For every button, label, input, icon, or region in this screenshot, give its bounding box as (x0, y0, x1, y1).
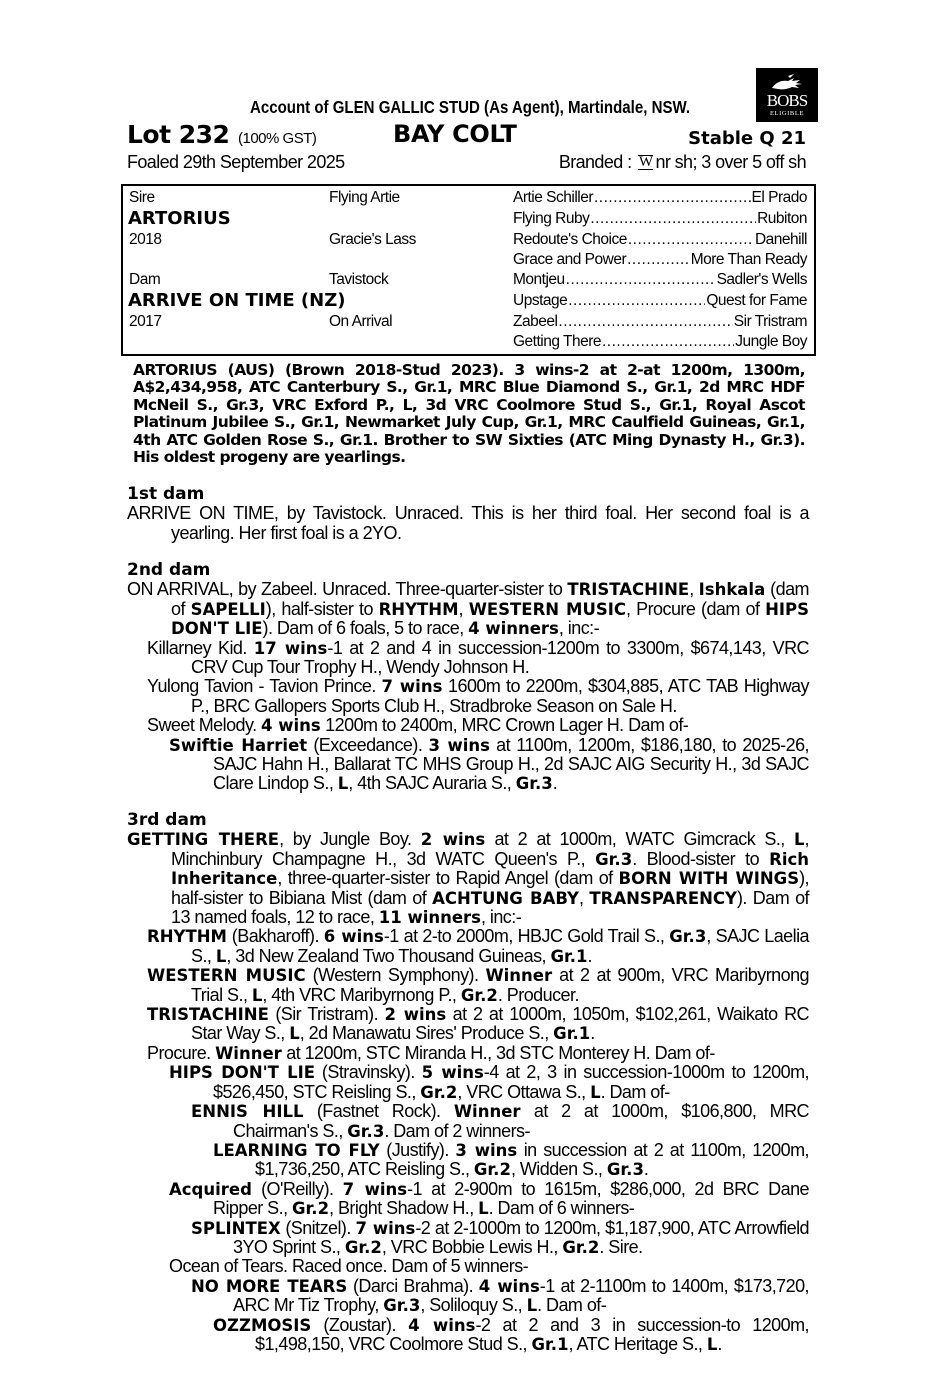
bold-highlight: Gr.2 (291, 1199, 330, 1219)
bold-highlight: 4 winners (468, 619, 559, 639)
progeny-entry (127, 966, 809, 1005)
bold-highlight: Rich Inheritance (171, 849, 809, 889)
bold-highlight: Winner (485, 966, 553, 986)
bold-highlight: 2 wins (384, 1005, 447, 1025)
bold-highlight: WESTERN MUSIC (468, 599, 627, 619)
text-run: ). Dam of 13 named foals, 12 to race, (171, 887, 809, 928)
gen3-name: Grace and Power (513, 251, 627, 268)
bold-highlight: Gr.1 (550, 946, 588, 966)
lot-number: Lot 232 (127, 120, 230, 149)
bold-highlight: L (251, 985, 263, 1005)
gen3-sire: Sir Tristram (733, 313, 807, 330)
bold-highlight: HIPS DON'T LIE (171, 599, 810, 639)
text-run: in succession at 2 at 1100m, 1200m, $1,736,250, ATC Reisling S., (255, 1139, 809, 1180)
text-run: ). Dam of 6 foals, 5 to race, (262, 618, 469, 639)
bold-highlight: TRANSPARENCY (589, 888, 737, 908)
bold-highlight: 7 wins (342, 1179, 408, 1199)
branded-text: nr sh; 3 over 5 off sh (655, 152, 806, 172)
text-run: (Bakharoff). (226, 926, 324, 947)
section-heading: 2nd dam (127, 560, 211, 580)
bold-highlight: Gr.1 (553, 1024, 591, 1044)
text-run: ), half-sister to (265, 598, 379, 619)
second-dam-intro (127, 580, 809, 638)
text-run: , Soliloquy S., (420, 1295, 527, 1316)
bold-highlight: Gr.2 (344, 1237, 382, 1257)
text-run: -4 at 2, 3 in succession-1000m to 1200m, $526,450, STC Reisling S., (213, 1062, 809, 1102)
pedigree-table (121, 184, 816, 356)
gen3-sire: Quest for Fame (706, 292, 807, 309)
dam-label: Dam (129, 271, 161, 288)
text-run: at 1100m, 1200m, $186,180, to 2025-26, SAJC Hahn H., Ballarat TC MHS Group H., 2d SAJC AIG Security H., 3d SAJC Clare Lindop S., (213, 734, 809, 794)
third-dam-progeny-list (127, 927, 809, 1354)
bold-highlight: TRISTACHINE (567, 580, 690, 600)
bold-highlight: Gr.2 (460, 985, 498, 1005)
gen3-name: Montjeu (513, 271, 565, 288)
bold-highlight: 3 wins (428, 735, 490, 755)
bold-highlight: Gr.3 (515, 774, 553, 794)
text-run: -1 at 2-1100m to 1400m, $173,720, ARC Mr Tiz Trophy, (233, 1275, 809, 1316)
gen3-name: Getting There (513, 333, 601, 350)
bold-highlight: RHYTHM (147, 927, 227, 947)
text-run: . Producer. (497, 984, 579, 1005)
text-run: . Dam of 2 winners- (384, 1120, 530, 1141)
text-run: , (578, 887, 590, 908)
text-run: , three-quarter-sister to Rapid Angel (dam of (277, 868, 619, 889)
progeny-entry (127, 639, 809, 678)
bold-highlight: L (289, 1024, 300, 1044)
progeny-entry (127, 1180, 809, 1219)
gen3-name: Artie Schiller (513, 189, 593, 206)
text-run: at 2 at 1000m, 1050m, $102,261, Waikato RC Star Way S., (191, 1004, 809, 1044)
bold-highlight: L (706, 1334, 718, 1354)
text-run: , 4th SAJC Auraria S., (348, 773, 516, 794)
gen3-row (513, 333, 807, 351)
vendor-account-line: Account of GLEN GALLIC STUD (As Agent), Martindale, NSW. (249, 97, 691, 117)
dam-sire: Tavistock (329, 271, 389, 288)
text-run: -2 at 2-1000m to 1200m, $1,187,900, ATC Arrowfield 3YO Sprint S., (233, 1217, 809, 1257)
progeny-entry (127, 1102, 809, 1141)
bold-highlight: 3 wins (455, 1140, 518, 1160)
gen3-row (513, 292, 807, 310)
text-run: , inc:- (481, 907, 522, 928)
gen3-row (513, 313, 807, 331)
gen3-sire: Danehill (754, 231, 807, 248)
text-run: , Minchinbury Champagne H., 3d WATC Queen's P., (171, 829, 809, 869)
text-run: at 2 at 1000m, $106,800, MRC Chairman's S., (233, 1101, 809, 1141)
text-run: , Procure (dam of (626, 598, 766, 619)
text-run: , Bright Shadow H., (329, 1198, 479, 1219)
text-run: -1 at 2-to 2000m, HBJC Gold Trail S., (383, 926, 670, 947)
text-run: -1 at 2 and 4 in succession-1200m to 3300m, $674,143, VRC CRV Cup Tour Trophy H., Wendy Johnson H. (191, 637, 809, 678)
bold-highlight: Acquired (169, 1179, 252, 1199)
progeny-entry (127, 1316, 809, 1355)
text-run: , SAJC Laelia S., (191, 926, 810, 966)
text-run: 1600m to 2200m, $304,885, ATC TAB Highway P., BRC Gallopers Sports Club H., Stradbroke Season on Sale H. (191, 676, 809, 716)
text-run: . Sire. (599, 1236, 643, 1257)
gen3-row (513, 189, 807, 207)
progeny-entry (127, 1277, 809, 1316)
text-run: (Fastnet Rock). (303, 1101, 454, 1122)
brand-mark-icon: W (638, 154, 653, 170)
text-run: (Snitzel). (280, 1217, 356, 1238)
text-run: (Justify). (379, 1139, 456, 1160)
bold-highlight: L (794, 830, 805, 850)
text-run: Ocean of Tears. Raced once. Dam of 5 winners- (169, 1256, 529, 1277)
text-run: . Dam of- (600, 1081, 670, 1102)
bold-highlight: Gr.3 (347, 1121, 385, 1141)
text-run: Sweet Melody. (147, 715, 262, 736)
text-run: -1 at 2-900m to 1615m, $286,000, 2d BRC Dane Ripper S., (213, 1178, 809, 1219)
bold-highlight: 4 wins (478, 1276, 540, 1296)
text-run: , (458, 598, 469, 619)
logo-text-bobs: BOBS (766, 91, 808, 110)
branded-label: Branded : (558, 152, 632, 172)
gen3-row (513, 271, 807, 289)
dam-name: ARRIVE ON TIME (NZ) (128, 290, 346, 311)
bold-highlight: 4 wins (408, 1315, 476, 1335)
bold-highlight: WESTERN MUSIC (147, 966, 306, 986)
text-run: , VRC Ottawa S., (457, 1081, 591, 1102)
bold-highlight: Winner (215, 1043, 282, 1063)
progeny-entry (127, 927, 809, 966)
text-run: at 2 at 1000m, WATC Gimcrack S., (485, 829, 795, 850)
bold-highlight: SPLINTEX (191, 1218, 281, 1238)
gen3-sire: El Prado (751, 189, 807, 206)
progeny-entry (127, 1257, 809, 1276)
progeny-entry (127, 677, 809, 716)
sire-name: ARTORIUS (128, 208, 231, 229)
bold-highlight: 6 wins (323, 927, 384, 947)
sire-sire: Flying Artie (329, 189, 400, 206)
bold-highlight: Ishkala (698, 580, 766, 600)
bold-highlight: Gr.3 (606, 1160, 644, 1180)
bold-highlight: 11 winners (378, 908, 481, 928)
text-run: at 1200m, STC Miranda H., 3d STC Monterey H. Dam of- (281, 1042, 715, 1063)
text-run: , VRC Bobbie Lewis H., (381, 1236, 563, 1257)
bold-highlight: 2 wins (420, 830, 486, 850)
gst-note: (100% GST) (238, 130, 317, 147)
third-dam-intro (127, 830, 809, 927)
second-dam-progeny-list (127, 639, 809, 794)
text-run: ), half-sister to Bibiana Mist (dam of (171, 868, 809, 908)
text-run: Killarney Kid. (147, 637, 254, 658)
brand-description (559, 152, 806, 173)
first-dam-section (127, 485, 809, 543)
progeny-entry (127, 1044, 809, 1063)
text-run: (dam of (171, 579, 809, 619)
text-run: Yulong Tavion - Tavion Prince. (147, 676, 382, 697)
sire-summary: ARTORIUS (AUS) (Brown 2018-Stud 2023). 3 wins-2 at 2-at 1200m, 1300m, A$2,434,958, ATC Canterbury S., Gr.1, MRC Blue Diamond S., Gr.1, 2d MRC HDF McNeil S., Gr.3, VRC Exford P., L, 3d VRC Coolmore Stud S., Gr.1, Royal Ascot Platinum Jubilee S., Gr.1, Newmarket July Cup, Gr.1, MRC Caulfield Guineas, Gr.1, 4th ATC Golden Rose S., Gr.1. Brother to SW Sixties (ATC Ming Dynasty H., Gr.3). His oldest progeny are yearlings. (133, 361, 805, 467)
text-run: . (643, 1159, 649, 1180)
bold-highlight: Gr.3 (595, 849, 633, 869)
bold-highlight: Gr.2 (420, 1082, 458, 1102)
bold-highlight: BORN WITH WINGS (618, 869, 800, 889)
text-run: . Dam of 6 winners- (488, 1198, 635, 1219)
bold-highlight: HIPS DON'T LIE (169, 1063, 316, 1083)
text-run: (Zoustar). (311, 1314, 409, 1335)
gen3-sire: More Than Ready (690, 251, 807, 268)
text-run: (Darci Brahma). (347, 1275, 479, 1296)
progeny-entry (127, 736, 809, 794)
second-dam-section (127, 561, 809, 794)
bold-highlight: Gr.3 (383, 1296, 421, 1316)
text-run: , ATC Heritage S., (568, 1333, 707, 1354)
text-run: , 3d New Zealand Two Thousand Guineas, (226, 945, 551, 966)
text-run: -2 at 2 and 3 in succession-to 1200m, $1,498,150, VRC Coolmore Stud S., (255, 1314, 809, 1354)
section-heading: 1st dam (127, 484, 205, 504)
bold-highlight: Winner (453, 1102, 521, 1122)
gen3-name: Zabeel (513, 313, 558, 330)
gen3-name: Flying Ruby (513, 210, 590, 227)
gen3-row (513, 210, 807, 228)
horse-description: BAY COLT (393, 120, 517, 148)
bold-highlight: L (337, 774, 349, 794)
bold-highlight: L (526, 1296, 538, 1316)
bold-highlight: L (215, 946, 227, 966)
bold-highlight: TRISTACHINE (147, 1005, 269, 1025)
gen3-row (513, 231, 807, 249)
progeny-entry (127, 716, 809, 735)
gen3-name: Redoute's Choice (513, 231, 627, 248)
bold-highlight: NO MORE TEARS (191, 1276, 348, 1296)
bold-highlight: 4 wins (261, 716, 321, 736)
bold-highlight: Swiftie Harriet (169, 735, 308, 755)
bold-highlight: ACHTUNG BABY (432, 888, 579, 908)
text-run: (Sir Tristram). (268, 1004, 385, 1025)
bold-highlight: GETTING THERE (127, 830, 280, 850)
text-run: 1200m to 2400m, MRC Crown Lager H. Dam of- (320, 715, 689, 736)
dam-year: 2017 (129, 313, 162, 330)
text-run: , Widden S., (510, 1159, 607, 1180)
text-run: ON ARRIVAL, by Zabeel. Unraced. Three-quarter-sister to (127, 579, 568, 600)
bold-highlight: Gr.2 (562, 1237, 600, 1257)
progeny-entry (127, 1005, 809, 1044)
text-run: (Exceedance). (307, 734, 429, 755)
text-run: , by Jungle Boy. (279, 829, 421, 850)
text-run: . (590, 1023, 595, 1044)
sire-label: Sire (129, 189, 155, 206)
text-run: . Blood-sister to (632, 848, 770, 869)
text-run: , 4th VRC Maribyrnong P., (262, 984, 461, 1005)
bold-highlight: L (478, 1199, 489, 1219)
bold-highlight: OZZMOSIS (213, 1315, 312, 1335)
bold-highlight: ENNIS HILL (191, 1102, 304, 1122)
gen3-sire: Jungle Boy (735, 333, 807, 350)
progeny-entry (127, 1063, 809, 1102)
text-run: (Western Symphony). (305, 965, 486, 986)
bold-highlight: 5 wins (421, 1063, 484, 1083)
bold-highlight: RHYTHM (378, 599, 459, 619)
text-run: , 2d Manawatu Sires' Produce S., (299, 1023, 554, 1044)
stable-location: Stable Q 21 (688, 128, 806, 149)
progeny-entry (127, 1219, 809, 1258)
bold-highlight: 7 wins (381, 677, 443, 697)
bold-highlight: L (590, 1082, 601, 1102)
gen3-name: Upstage (513, 292, 568, 309)
bold-highlight: SAPELLI (190, 599, 266, 619)
bold-highlight: Gr.1 (531, 1334, 569, 1354)
progeny-entry (127, 1141, 809, 1180)
bold-highlight: 17 wins (253, 638, 328, 658)
bobs-eligible-logo (756, 68, 818, 122)
sire-dam: Gracie's Lass (329, 231, 416, 248)
third-dam-section (127, 811, 809, 1354)
gen3-sire: Rubiton (757, 210, 807, 227)
sire-year: 2018 (129, 231, 162, 248)
text-run: Procure. (147, 1042, 216, 1063)
logo-text-eligible: ELIGIBLE (769, 110, 805, 117)
text-run: , inc:- (558, 618, 600, 639)
text-run: . (717, 1333, 722, 1354)
bold-highlight: 7 wins (355, 1218, 416, 1238)
foaled-date: Foaled 29th September 2025 (127, 152, 345, 172)
text-run: (O'Reilly). (251, 1178, 343, 1199)
bold-highlight: Gr.3 (669, 927, 707, 947)
text-run: . Dam of- (537, 1295, 607, 1316)
text-run: . (552, 773, 558, 794)
gen3-row (513, 251, 807, 269)
bold-highlight: Gr.2 (473, 1160, 511, 1180)
text-run: at 2 at 900m, VRC Maribyrnong Trial S., (191, 965, 810, 1005)
section-heading: 3rd dam (127, 810, 207, 830)
gen3-sire: Sadler's Wells (716, 271, 807, 288)
first-dam-text: ARRIVE ON TIME, by Tavistock. Unraced. This is her third foal. Her second foal is a yearling. Her first foal is a 2YO. (127, 503, 809, 543)
text-run: (Stravinsky). (315, 1062, 422, 1083)
dam-dam: On Arrival (329, 313, 393, 330)
text-run: , (689, 579, 699, 600)
text-run: . (587, 945, 592, 966)
bold-highlight: LEARNING TO FLY (213, 1140, 380, 1160)
